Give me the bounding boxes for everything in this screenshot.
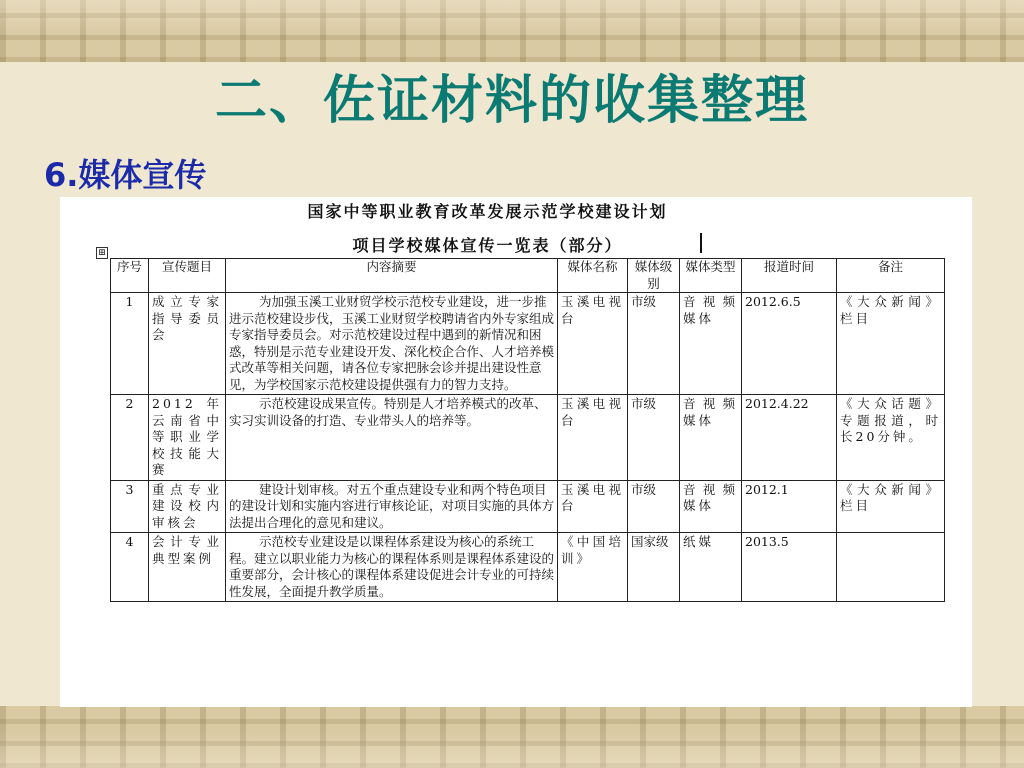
cell-summary: 示范校专业建设是以课程体系建设为核心的系统工程。建立以职业能力为核心的课程体系则是课程体系建设的重要部分，会计核心的课程体系建设促进会计专业的可持续性发展，全面提升教学质量。: [226, 533, 558, 602]
cell-seq: 1: [111, 293, 149, 395]
document-image: [60, 197, 972, 707]
table-anchor-icon[interactable]: ⊞: [96, 247, 108, 259]
cell-topic: 2012年云南省中等职业学校技能大赛: [149, 395, 226, 481]
header-media-name: 媒体名称: [558, 259, 628, 293]
cell-date: 2012.1: [742, 480, 837, 533]
cell-date: 2013.5: [742, 533, 837, 602]
table-row: [111, 395, 945, 481]
cell-topic: 重点专业建设校内审核会: [149, 480, 226, 533]
header-topic: 宣传题目: [149, 259, 226, 293]
slide-title: 二、佐证材料的收集整理: [214, 71, 809, 131]
cell-media-level: 市级: [628, 480, 680, 533]
cell-note: 《大众话题》专题报道，时长20分钟。: [837, 395, 945, 481]
cell-date: 2012.4.22: [742, 395, 837, 481]
cell-note: 《大众新闻》栏目: [837, 480, 945, 533]
header-media-type: 媒体类型: [680, 259, 742, 293]
table-header-row: [111, 259, 945, 293]
media-publicity-table: [110, 258, 945, 602]
cell-media-level: 国家级: [628, 533, 680, 602]
slide-subtitle: 6.媒体宣传: [44, 156, 207, 194]
cell-summary: 为加强玉溪工业财贸学校示范校专业建设，进一步推进示范校建设步伐，玉溪工业财贸学校聘请省内外专家组成专家指导委员会。对示范校建设过程中遇到的新情况和困惑，特别是示范专业建设开发、深化校企合作、人才培养模式改革等相关问题，请各位专家把脉会诊并提出建设性意见，为学校国家示范校建设提供强有力的智力支持。: [226, 293, 558, 395]
cell-media-type: 音视频媒体: [680, 293, 742, 395]
cell-topic: 会计专业典型案例: [149, 533, 226, 602]
table-row: [111, 293, 945, 395]
text-cursor: [700, 233, 702, 253]
table-row: [111, 533, 945, 602]
decorative-bottom-border: [0, 706, 1024, 768]
document-subheading: 项目学校媒体宣传一览表（部分）: [352, 236, 623, 255]
cell-media-level: 市级: [628, 293, 680, 395]
cell-summary: 建设计划审核。对五个重点建设专业和两个特色项目的建设计划和实施内容进行审核论证，对项目实施的具体方法提出合理化的意见和建议。: [226, 480, 558, 533]
cell-media-type: 音视频媒体: [680, 395, 742, 481]
header-media-level: 媒体级别: [628, 259, 680, 293]
decorative-top-border: [0, 0, 1024, 62]
cell-media-level: 市级: [628, 395, 680, 481]
header-summary: 内容摘要: [226, 259, 558, 293]
header-note: 备注: [837, 259, 945, 293]
cell-seq: 4: [111, 533, 149, 602]
cell-topic: 成立专家指导委员会: [149, 293, 226, 395]
cell-seq: 3: [111, 480, 149, 533]
table-row: [111, 480, 945, 533]
header-seq: 序号: [111, 259, 149, 293]
cell-summary: 示范校建设成果宣传。特别是人才培养模式的改革、实习实训设备的打造、专业带头人的培养等。: [226, 395, 558, 481]
header-date: 报道时间: [742, 259, 837, 293]
cell-seq: 2: [111, 395, 149, 481]
cell-note: [837, 533, 945, 602]
cell-date: 2012.6.5: [742, 293, 837, 395]
document-heading: 国家中等职业教育改革发展示范学校建设计划: [307, 202, 668, 221]
cell-media-name: 玉溪电视台: [558, 480, 628, 533]
cell-media-type: 纸媒: [680, 533, 742, 602]
cell-media-type: 音视频媒体: [680, 480, 742, 533]
cell-media-name: 《中国培训》: [558, 533, 628, 602]
cell-media-name: 玉溪电视台: [558, 293, 628, 395]
cell-note: 《大众新闻》栏目: [837, 293, 945, 395]
cell-media-name: 玉溪电视台: [558, 395, 628, 481]
